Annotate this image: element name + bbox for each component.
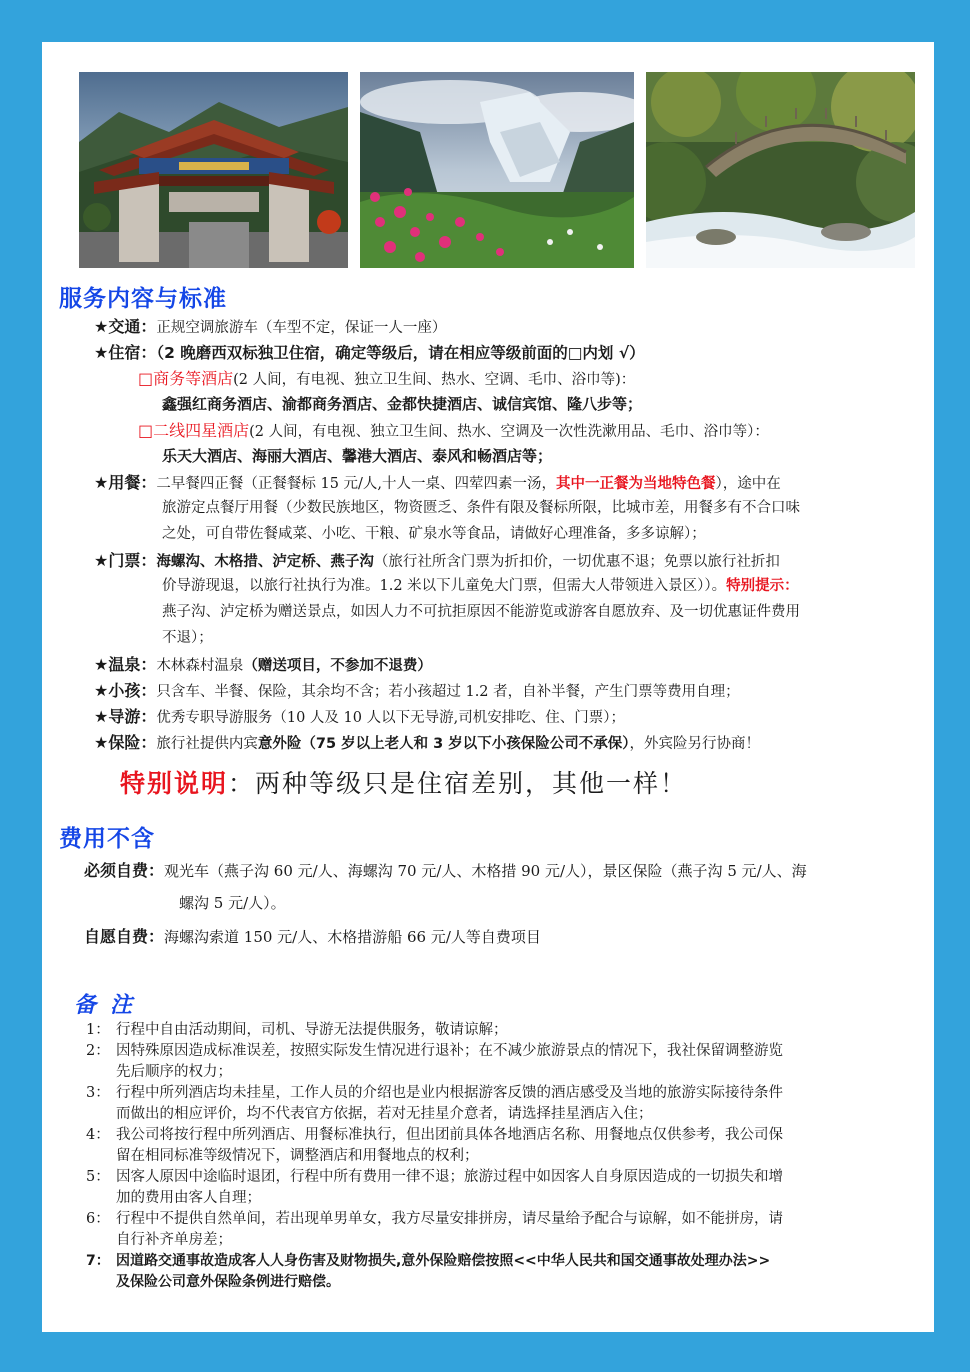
note-text: 及保险公司意外保险条例进行赔偿。 [116, 1274, 340, 1290]
tickets-line3: 燕子沟、泸定桥为赠送景点，如因人力不可抗拒原因不能游览或游客自愿放弃、及一切优惠证件费用 [162, 604, 800, 620]
note-item-line [86, 1083, 783, 1104]
tier1-name: □商务等酒店 [138, 369, 234, 388]
note-text: 先后顺序的权力； [116, 1064, 232, 1080]
note-number: 4： [86, 1127, 110, 1143]
note-text: 而做出的相应评价，均不代表官方依据，若对无挂星介意者，请选择挂星酒店入住； [116, 1106, 653, 1122]
note-number: 7： [86, 1253, 110, 1269]
lodging-text: （2 晚磨西双标独卫住宿，确定等级后，请在相应等级前面的□内划 √） [156, 344, 645, 362]
insurance-row [94, 732, 760, 755]
note-item-line [86, 1020, 508, 1041]
hotspring-label: ★温泉： [94, 655, 157, 674]
required-fees-line1: 观光车（燕子沟 60 元/人、海螺沟 70 元/人、木格措 90 元/人），景区保险（燕子沟 5 元/人、海 [164, 862, 807, 880]
insurance-text-a: 旅行社提供内宾 [156, 736, 258, 752]
tickets-line2 [162, 576, 799, 597]
guide-text: 优秀专职导游服务（10 人及 10 人以下无导游,司机安排吃、住、门票）； [156, 710, 625, 726]
note-item-line [86, 1104, 653, 1125]
hotspring-row [94, 654, 432, 677]
special-note-text: ：两种等级只是住宿差别，其他一样！ [228, 769, 688, 798]
transport-text: 正规空调旅游车（车型不定，保证一人一座） [156, 320, 447, 336]
lodging-label: ★住宿： [94, 343, 157, 362]
note-text: 因客人原因中途临时退团，行程中所有费用一律不退；旅游过程中如因客人自身原因造成的一切损失和增 [116, 1169, 783, 1185]
tier2-desc: (2 人间，有电视、独立卫生间、热水、空调及一次性洗漱用品、毛巾、浴巾等）： [249, 424, 769, 440]
note-text: 行程中不提供自然单间，若出现单男单女，我方尽量安排拼房，请尽量给予配合与谅解，如不能拼房，请 [116, 1211, 783, 1227]
note-number: 3： [86, 1085, 110, 1101]
tickets-line1: （旅行社所含门票为折扣价，一切优惠不退；免票以旅行社折扣 [373, 554, 780, 570]
note-text: 我公司将按行程中所列酒店、用餐标准执行，但出团前具体各地酒店名称、用餐地点仅供参考，我公司保 [116, 1127, 783, 1143]
note-text: 行程中自由活动期间，司机、导游无法提供服务，敬请谅解； [116, 1022, 508, 1038]
note-item-line [86, 1125, 783, 1146]
fees-section-title: 费用不含 [59, 826, 155, 852]
required-fees-row [84, 860, 807, 882]
note-text: 行程中所列酒店均未挂星，工作人员的介绍也是业内根据游客反馈的酒店感受及当地的旅游实际接待条件 [116, 1085, 783, 1101]
lodging-row [94, 342, 645, 365]
transport-label: ★交通： [94, 317, 157, 336]
note-item-line [86, 1041, 783, 1062]
required-fees-label: 必须自费： [84, 861, 165, 880]
photo-glacier-flowers [360, 72, 634, 268]
note-number: 2： [86, 1043, 110, 1059]
note-item-line [86, 1188, 261, 1209]
brochure-page [42, 42, 934, 1332]
note-text: 留在相同标准等级情况下，调整酒店和用餐地点的权利； [116, 1148, 479, 1164]
meals-label: ★用餐： [94, 473, 157, 492]
required-fees-line2: 螺沟 5 元/人）。 [179, 894, 286, 912]
note-item-line [86, 1251, 770, 1272]
note-number: 1： [86, 1022, 110, 1038]
hotspring-text: 木林森村温泉 [156, 658, 244, 674]
note-number: 6： [86, 1211, 110, 1227]
note-item-line [86, 1230, 232, 1251]
guide-row [94, 706, 625, 729]
note-text: 加的费用由客人自理； [116, 1190, 261, 1206]
tickets-line4: 不退）； [162, 630, 213, 646]
children-row [94, 680, 740, 703]
insurance-bold-a: 意外险 [257, 736, 302, 752]
service-section-title: 服务内容与标准 [59, 286, 227, 312]
note-number: 5： [86, 1169, 110, 1185]
meals-line2: 旅游定点餐厅用餐（少数民族地区，物资匮乏、条件有限及餐标所限，比城市差，用餐多有不合口味 [162, 500, 800, 516]
meals-line1b: ），途中在 [715, 476, 781, 492]
note-text: 因道路交通事故造成客人人身伤害及财物损失,意外保险赔偿按照<<中华人民共和国交通事故处理办法>> [116, 1253, 771, 1269]
note-item-line [86, 1062, 232, 1083]
tier1-desc: (2 人间，有电视、独立卫生间、热水、空调、毛巾、浴巾等)： [233, 372, 636, 388]
notes-section-title: 备注 [74, 992, 147, 1018]
tickets-row [94, 550, 780, 573]
lodging-tier2 [138, 420, 769, 443]
tickets-special-tip: 特别提示： [726, 578, 799, 594]
insurance-bold-b: （75 岁以上老人和 3 岁以下小孩保险公司不承保） [301, 736, 630, 752]
tier1-hotels: 鑫强红商务酒店、渝都商务酒店、金都快捷酒店、诚信宾馆、隆八步等； [162, 395, 643, 413]
tickets-line2a: 价导游现退，以旅行社执行为准。1.2 米以下儿童免大门票，但需大人带领进入景区））。 [162, 578, 727, 594]
optional-fees-row [84, 926, 541, 948]
optional-fees-text: 海螺沟索道 150 元/人、木格措游船 66 元/人等自费项目 [164, 928, 541, 946]
special-note [120, 764, 687, 800]
photo-stone-bridge [646, 72, 915, 268]
tickets-label: ★门票： [94, 551, 157, 570]
children-text: 只含车、半餐、保险，其余均不含；若小孩超过 1.2 者，自补半餐，产生门票等费用自理； [156, 684, 740, 700]
photo-strip [79, 72, 915, 268]
optional-fees-label: 自愿自费： [84, 927, 165, 946]
note-item-line [86, 1272, 340, 1293]
note-item-line [86, 1167, 783, 1188]
note-item-line [86, 1209, 783, 1230]
special-note-lead: 特别说明 [120, 769, 229, 798]
meals-row [94, 472, 781, 495]
meals-line1a: 二早餐四正餐（正餐餐标 15 元/人,十人一桌、四荤四素一汤， [156, 476, 557, 492]
insurance-text-b: ，外宾险另行协商！ [629, 736, 761, 752]
tickets-sites: 海螺沟、木格措、泸定桥、燕子沟 [156, 554, 374, 570]
note-text: 因特殊原因造成标准误差，按照实际发生情况进行退补；在不减少旅游景点的情况下，我社保留调整游览 [116, 1043, 783, 1059]
tier2-name: □二线四星酒店 [138, 421, 250, 440]
note-text: 自行补齐单房差； [116, 1232, 232, 1248]
note-item-line [86, 1146, 479, 1167]
children-label: ★小孩： [94, 681, 157, 700]
meals-line3: 之处，可自带佐餐咸菜、小吃、干粮、矿泉水等食品，请做好心理准备，多多谅解）； [162, 526, 706, 542]
meals-line1-red: 其中一正餐为当地特色餐 [556, 476, 716, 492]
photo-gate-archway [79, 72, 348, 268]
hotspring-bold: （赠送项目，不参加不退费） [243, 658, 432, 674]
guide-label: ★导游： [94, 707, 157, 726]
tier2-hotels: 乐天大酒店、海丽大酒店、馨港大酒店、泰风和畅酒店等； [162, 447, 553, 465]
lodging-tier1 [138, 368, 635, 391]
transport-row [94, 316, 446, 339]
insurance-label: ★保险： [94, 733, 157, 752]
